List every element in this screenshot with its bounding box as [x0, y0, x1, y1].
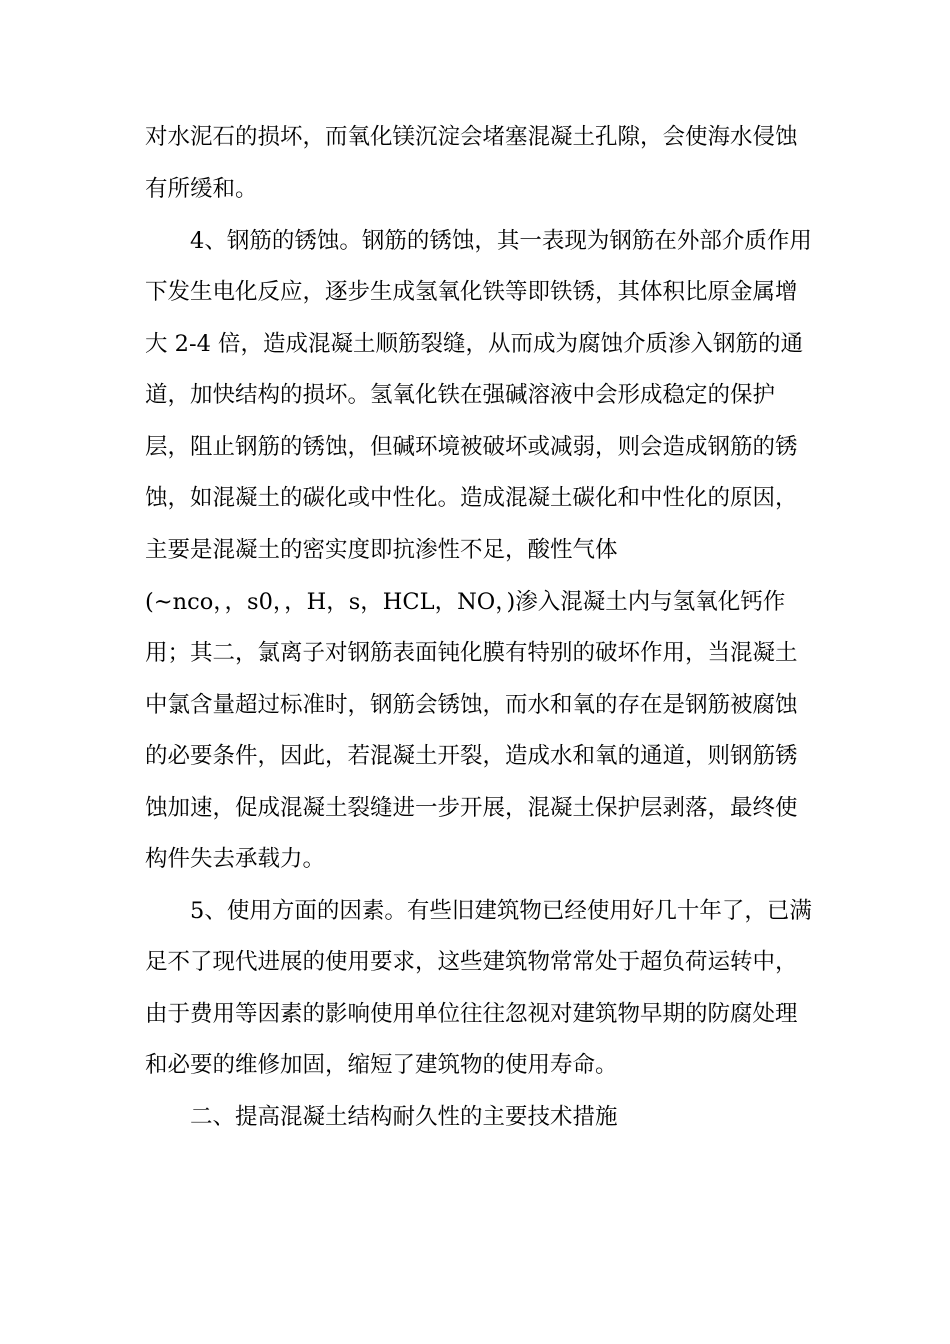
- section-heading: 二、提高混凝土结构耐久性的主要技术措施: [190, 1104, 618, 1130]
- text-line: 下发生电化反应，逐步生成氢氧化铁等即铁锈，其体积比原金属增: [145, 279, 798, 305]
- text-line: 对水泥石的损坏，而氧化镁沉淀会堵塞混凝土孔隙，会使海水侵蚀: [145, 124, 798, 150]
- text-line: 用；其二，氯离子对钢筋表面钝化膜有特别的破坏作用，当混凝土: [145, 640, 798, 666]
- text-line: 主要是混凝土的密实度即抗渗性不足，酸性气体: [145, 537, 618, 563]
- text-line: 由于费用等因素的影响使用单位往往忽视对建筑物早期的防腐处理: [145, 1001, 798, 1027]
- text-line: 中氯含量超过标准时，钢筋会锈蚀，而水和氧的存在是钢筋被腐蚀: [145, 692, 798, 718]
- text-line: (~nco，，s0，，H，s，HCL，NO，)渗入混凝土内与氢氧化钙作: [145, 589, 786, 615]
- text-line: 的必要条件，因此，若混凝土开裂，造成水和氧的通道，则钢筋锈: [145, 743, 798, 769]
- text-line: 构件失去承载力。: [145, 846, 326, 872]
- text-line: 蚀加速，促成混凝土裂缝进一步开展，混凝土保护层剥落，最终使: [145, 795, 798, 821]
- paragraph-first-line: 4、钢筋的锈蚀。钢筋的锈蚀，其一表现为钢筋在外部介质作用: [190, 228, 812, 254]
- text-line: 和必要的维修加固，缩短了建筑物的使用寿命。: [145, 1052, 618, 1078]
- text-line: 足不了现代进展的使用要求，这些建筑物常常处于超负荷运转中，: [145, 949, 798, 975]
- paragraph-first-line: 5、使用方面的因素。有些旧建筑物已经使用好几十年了，已满: [190, 898, 812, 924]
- text-line: 层，阻止钢筋的锈蚀，但碱环境被破坏或减弱，则会造成钢筋的锈: [145, 434, 798, 460]
- text-line: 大 2-4 倍，造成混凝土顺筋裂缝，从而成为腐蚀介质渗入钢筋的通: [145, 331, 804, 357]
- text-line: 道，加快结构的损坏。氢氧化铁在强碱溶液中会形成稳定的保护: [145, 382, 776, 408]
- text-line: 有所缓和。: [145, 176, 258, 202]
- text-line: 蚀，如混凝土的碳化或中性化。造成混凝土碳化和中性化的原因，: [145, 485, 798, 511]
